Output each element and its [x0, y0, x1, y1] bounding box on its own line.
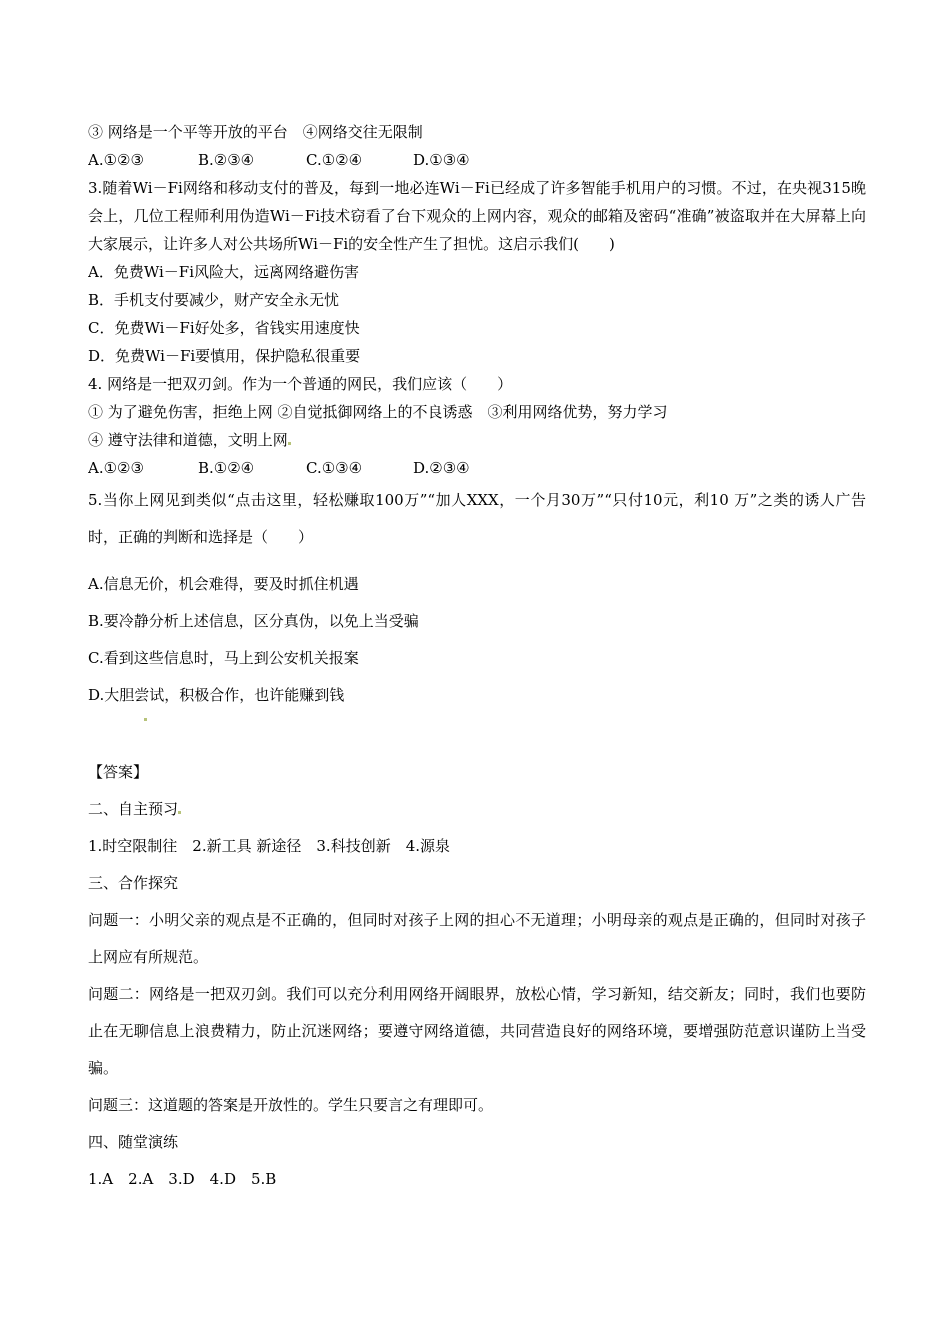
q4-choice-c: C.①③④ — [306, 459, 363, 477]
answer-question-2: 问题二：网络是一把双刃剑。我们可以充分利用网络开阔眼界，放松心情，学习新知，结交新友；同时，我们也要防止在无聊信息上浪费精力，防止沉迷网络；要遵守网络道德，共同营造良好的网络环境，要增强防范意识谨防上当受骗。 — [88, 985, 866, 1077]
q3-option-c: C．免费Wi－Fi好处多，省钱实用速度快 — [88, 319, 360, 337]
q4-choice-a: A.①②③ — [88, 459, 144, 477]
q5-stem: 5.当你上网见到类似“点击这里，轻松赚取100万”“加人XXX，一个月30万”“只付10元，利10 万”之类的诱人广告时，正确的判断和选择是（ ） — [88, 491, 866, 546]
q2-choice-a: A.①②③ — [88, 151, 144, 169]
q2-choice-d: D.①③④ — [413, 151, 470, 169]
scan-speck — [178, 811, 181, 814]
q4-option-line-2 — [88, 426, 866, 454]
answer-question-3: 问题三：这道题的答案是开放性的。学生只要言之有理即可。 — [88, 1096, 494, 1114]
section-2-title-text: 二、自主预习 — [88, 800, 179, 818]
q4-stem: 4. 网络是一把双刃剑。作为一个普通的网民，我们应该（ ） — [88, 375, 513, 393]
q5-option-b: B.要冷静分析上述信息，区分真伪，以免上当受骗 — [88, 612, 419, 630]
q2-option-line: ③ 网络是一个平等开放的平台 ④网络交往无限制 — [88, 123, 423, 141]
q5-option-d: D.大胆尝试，积极合作，也许能赚到钱 — [88, 686, 345, 704]
answers-heading: 【答案】 — [88, 763, 149, 781]
q3-stem: 3.随着Wi－Fi网络和移动支付的普及，每到一地必连Wi－Fi已经成了许多智能手机用户的习惯。不过，在央视315晚会上，几位工程师利用伪造Wi－Fi技术窃看了台下观众的上网内容，观众的邮箱及密码“准确”被盗取并在大屏幕上向大家展示，让许多人对公共场所Wi－Fi的安全性产生了担忧。这启示我们( ) — [88, 179, 866, 253]
q4-option-line-1: ① 为了避免伤害，拒绝上网 ②自觉抵御网络上的不良诱惑 ③利用网络优势，努力学习 — [88, 403, 668, 421]
q5-option-c: C.看到这些信息时，马上到公安机关报案 — [88, 649, 359, 667]
q4-option-line-2-text: ④ 遵守法律和道德，文明上网 — [88, 431, 288, 449]
q4-choices — [88, 454, 866, 482]
section-4-body: 1.A 2.A 3.D 4.D 5.B — [88, 1170, 277, 1188]
answer-question-1: 问题一：小明父亲的观点是不正确的，但同时对孩子上网的担心不无道理；小明母亲的观点是正确的，但同时对孩子上网应有所规范。 — [88, 911, 866, 966]
q3-option-b: B．手机支付要减少，财产安全永无忧 — [88, 291, 340, 309]
q2-choice-b: B.②③④ — [198, 151, 255, 169]
q2-choice-c: C.①②④ — [306, 151, 363, 169]
q2-choices — [88, 146, 866, 174]
scan-speck — [144, 718, 147, 721]
q5-option-a: A.信息无价，机会难得，要及时抓住机遇 — [88, 575, 359, 593]
q3-option-d: D．免费Wi－Fi要慎用，保护隐私很重要 — [88, 347, 361, 365]
document-page — [88, 118, 866, 1198]
section-4-title: 四、随堂演练 — [88, 1133, 179, 1151]
speck-row — [88, 714, 866, 734]
q3-option-a: A．免费Wi－Fi风险大，远离网络避伤害 — [88, 263, 359, 281]
q4-choice-d: D.②③④ — [413, 459, 470, 477]
section-2-body: 1.时空限制往 2.新工具 新途径 3.科技创新 4.源泉 — [88, 837, 451, 855]
scan-speck — [288, 442, 291, 445]
section-2-title — [88, 791, 866, 828]
section-3-title: 三、合作探究 — [88, 874, 179, 892]
q4-choice-b: B.①②④ — [198, 459, 255, 477]
